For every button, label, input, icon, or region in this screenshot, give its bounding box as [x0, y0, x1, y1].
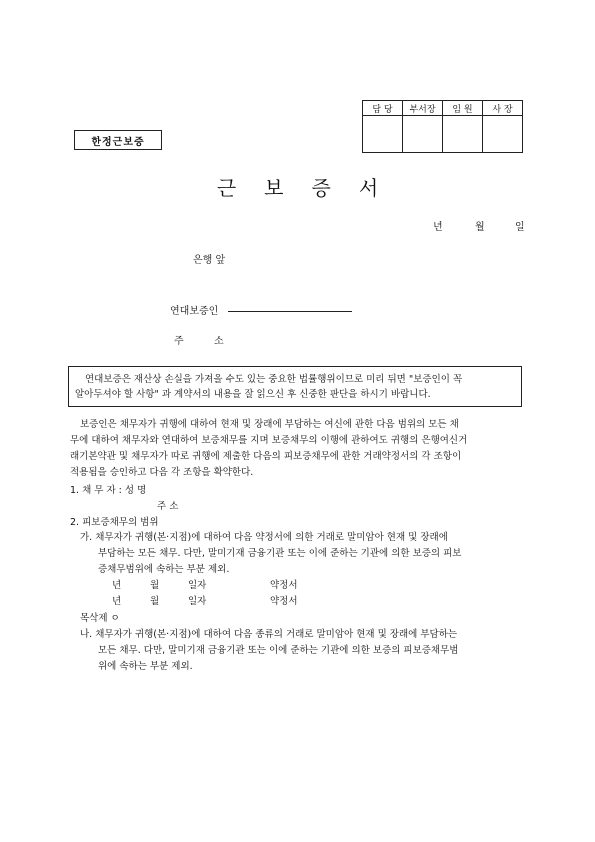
guarantor-label: 연대보증인	[170, 306, 219, 317]
approval-header-dept-head: 부서장	[403, 101, 443, 116]
date-year-label: 년	[433, 222, 443, 233]
approval-cell-dept-head[interactable]	[403, 116, 443, 153]
agreement-row-1-date: 일자	[188, 580, 207, 591]
agreement-row-2-doc: 약정서	[270, 596, 298, 607]
intro-line-1: 보증인은 채무자가 귀행에 대하여 현재 및 장래에 부담하는 여신에 관한 다음 범위의 모든 채	[80, 419, 459, 430]
agreement-row-1-month: 월	[150, 580, 160, 591]
guarantor-signature-line[interactable]	[228, 311, 352, 312]
approval-header-president: 사 장	[483, 101, 523, 116]
document-title: 근보증서	[216, 176, 407, 200]
agreement-row-2-month: 월	[150, 596, 160, 607]
section1-debtor-name: 1. 채 무 자 : 성 명	[70, 485, 147, 496]
guarantor-address-label-a: 주	[174, 336, 184, 347]
section1-debtor-address: 주 소	[157, 501, 179, 512]
approval-header-executive: 임 원	[443, 101, 483, 116]
approval-table	[362, 100, 523, 153]
agreement-row-2-date: 일자	[188, 596, 207, 607]
bank-addressee: 은행 앞	[193, 255, 226, 266]
approval-cell-president[interactable]	[483, 116, 523, 153]
warning-notice-box	[68, 366, 522, 407]
item-na-line-1: 나. 채무자가 귀행(본·지점)에 대하여 다음 종류의 거래로 말미암아 현재 및 장래에 부담하는	[80, 629, 458, 640]
intro-line-4: 적용됨을 승인하고 다음 각 조항을 확약한다.	[70, 467, 254, 478]
notice-line-2: 알아두셔야 할 사항" 과 계약서의 내용을 잘 읽으신 후 신중한 판단을 하시기 바랍니다.	[75, 389, 431, 400]
agreement-row-1-year: 년	[112, 580, 122, 591]
agreement-row-2-year: 년	[112, 596, 122, 607]
item-ga-line-1: 가. 채무자가 귀행(본·지점)에 대하여 다음 약정서에 의한 거래로 말미암아 현재 및 장래에	[80, 532, 448, 543]
intro-line-2: 무에 대하여 채무자와 연대하여 보증채무를 지며 보증채무의 이행에 관하여도 귀행의 은행여신거	[70, 435, 468, 446]
guarantor-address-label-b: 소	[214, 336, 224, 347]
section2-title: 2. 피보증채무의 범위	[70, 517, 159, 528]
date-day-label: 일	[515, 222, 525, 233]
item-ga-line-3: 증채무범위에 속하는 부분 제외.	[98, 564, 230, 575]
approval-cell-executive[interactable]	[443, 116, 483, 153]
item-ga-line-2: 부담하는 모든 채무. 다만, 말미기재 금융기관 또는 이에 준하는 기관에 의한 보증의 피보	[98, 548, 462, 559]
approval-cell-staff[interactable]	[363, 116, 403, 153]
item-na-line-3: 위에 속하는 부분 제외.	[98, 661, 193, 672]
agreement-row-1-doc: 약정서	[270, 580, 298, 591]
notice-line-1: 연대보증은 재산상 손실을 가져올 수도 있는 중요한 법률행위이므로 미리 뒤면 "보증인이 꼭	[85, 374, 463, 385]
limited-guarantee-text: 한정근보증	[91, 136, 145, 148]
date-month-label: 월	[475, 222, 485, 233]
approval-header-staff: 담 당	[363, 101, 403, 116]
limited-guarantee-label	[74, 130, 162, 150]
item-na-line-2: 모든 채무. 다만, 말미기재 금융기관 또는 이에 준하는 기관에 의한 보증의 피보증채무범	[98, 645, 459, 656]
deletion-footnote: 목삭제 ㅇ	[80, 613, 120, 624]
intro-line-3: 래기본약관 및 채무자가 따로 귀행에 제출한 다음의 피보증채무에 관한 거래약정서의 각 조항이	[70, 451, 462, 462]
